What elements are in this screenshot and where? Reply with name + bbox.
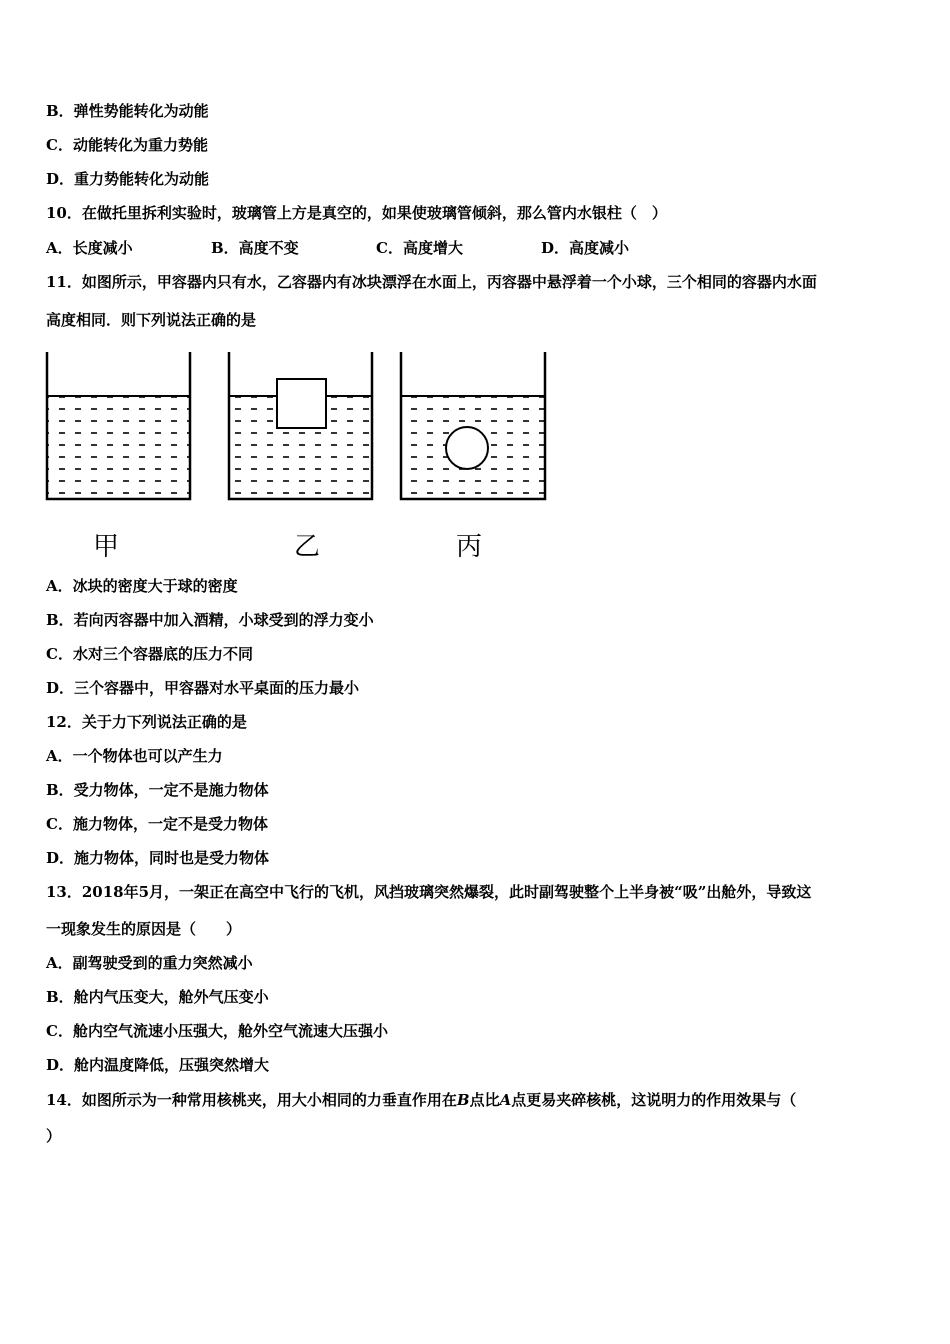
q9-option-d: D．重力势能转化为动能 xyxy=(46,170,210,188)
q14-stem-part3: 点更易夹碎核桃，这说明力的作用效果与（ xyxy=(511,1091,797,1109)
q14-stem-part1: 14．如图所示为一种常用核桃夹，用大小相同的力垂直作用在 xyxy=(46,1091,457,1109)
q12-option-c: C．施力物体，一定不是受力物体 xyxy=(46,815,268,833)
q10-stem: 10．在做托里拆利实验时，玻璃管上方是真空的，如果使玻璃管倾斜，那么管内水银柱（ ） xyxy=(46,204,667,222)
q14-stem-line1 xyxy=(46,1090,796,1110)
containers-diagram xyxy=(40,345,560,510)
ice-block xyxy=(277,379,326,428)
q13-option-a: A．副驾驶受到的重力突然减小 xyxy=(46,954,253,972)
figure-label-bing: 丙 xyxy=(456,532,483,562)
figure-label-jia: 甲 xyxy=(93,532,120,562)
q13-option-b: B．舱内气压变大，舱外气压变小 xyxy=(46,988,269,1006)
q11-option-c: C．水对三个容器底的压力不同 xyxy=(46,645,253,663)
q12-stem: 12．关于力下列说法正确的是 xyxy=(46,713,247,731)
container-yi xyxy=(229,352,372,499)
q11-figure xyxy=(40,345,560,514)
container-jia xyxy=(47,352,190,499)
q9-option-c: C．动能转化为重力势能 xyxy=(46,136,208,154)
q13-option-d: D．舱内温度降低，压强突然增大 xyxy=(46,1056,270,1074)
q14-stem-part2: 点比 xyxy=(469,1091,500,1109)
q14-point-b: B xyxy=(456,1091,470,1109)
q10-option-d: D．高度减小 xyxy=(541,239,630,257)
q11-option-b: B．若向丙容器中加入酒精，小球受到的浮力变小 xyxy=(46,611,374,629)
q9-option-b: B．弹性势能转化为动能 xyxy=(46,102,209,120)
q10-option-b: B．高度不变 xyxy=(211,239,299,257)
suspended-ball xyxy=(446,427,488,469)
q11-option-a: A．冰块的密度大于球的密度 xyxy=(46,577,238,595)
q11-stem-line1: 11．如图所示，甲容器内只有水，乙容器内有冰块漂浮在水面上，丙容器中悬浮着一个小球，三个相同的容器内水面 xyxy=(46,273,817,291)
q10-option-a: A．长度减小 xyxy=(46,239,133,257)
q10-option-c: C．高度增大 xyxy=(376,239,463,257)
q12-option-d: D．施力物体，同时也是受力物体 xyxy=(46,849,270,867)
q13-option-c: C．舱内空气流速小压强大，舱外空气流速大压强小 xyxy=(46,1022,388,1040)
figure-label-yi: 乙 xyxy=(294,532,321,562)
q11-stem-line2: 高度相同．则下列说法正确的是 xyxy=(46,311,257,329)
q13-stem-line2: 一现象发生的原因是（ ） xyxy=(46,920,242,938)
water-jia xyxy=(47,396,190,499)
container-bing xyxy=(401,352,545,499)
q14-point-a: A xyxy=(499,1091,512,1109)
q14-stem-line2: ） xyxy=(46,1127,62,1145)
q11-option-d: D．三个容器中，甲容器对水平桌面的压力最小 xyxy=(46,679,360,697)
q12-option-a: A．一个物体也可以产生力 xyxy=(46,747,223,765)
q13-stem-line1: 13．2018年5月，一架正在高空中飞行的飞机，风挡玻璃突然爆裂，此时副驾驶整个上半身被“吸”出舱外，导致这 xyxy=(46,883,812,901)
q12-option-b: B．受力物体，一定不是施力物体 xyxy=(46,781,269,799)
q10-options xyxy=(46,238,629,258)
